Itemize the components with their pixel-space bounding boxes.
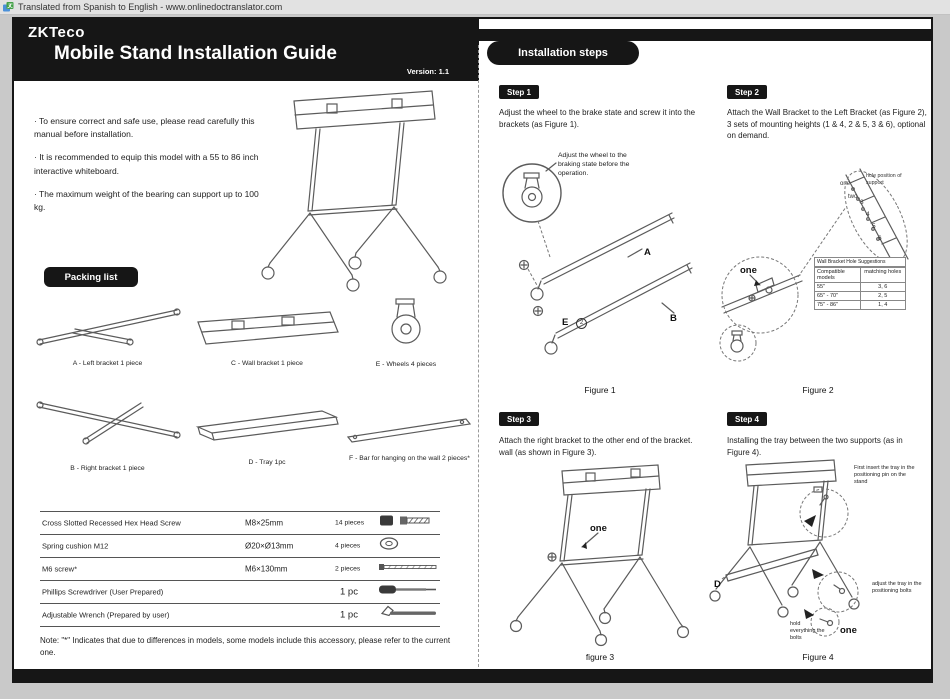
hardware-spec: Ø20×Ø13mm <box>245 541 294 551</box>
hole-table-model: 55" <box>817 284 826 290</box>
step-2-badge: Step 2 <box>727 85 767 99</box>
hardware-qty: 14 pieces <box>335 519 365 527</box>
figure-4-callout-2: adjust the tray in the positioning bolts <box>872 581 922 595</box>
hole-table-title: Wall Bracket Hole Suggestions <box>815 258 905 267</box>
hardware-name: M6 screw* <box>42 564 78 574</box>
hole-table-holes: 1, 4 <box>860 301 906 309</box>
figure-2-caption: Figure 2 <box>802 385 834 395</box>
figure-3 <box>496 461 704 649</box>
hardware-row-screwdriver <box>40 580 440 603</box>
hardware-name: Adjustable Wrench (Prepared by user) <box>42 610 170 620</box>
label-hole-3: 3 <box>860 199 864 206</box>
label-one-bold: one <box>590 523 607 534</box>
translation-bar-text: Translated from Spanish to English - www.onlinedoctranslator.com <box>18 2 283 12</box>
hole-table-model: 75" - 86" <box>817 302 839 308</box>
figure-1-callout: Adjust the wheel to the braking state before the operation. <box>558 152 630 178</box>
part-cell-d <box>192 405 342 466</box>
hole-position-note: hole position of support <box>866 173 902 186</box>
hardware-name: Spring cushion M12 <box>42 541 109 551</box>
hardware-name: Cross Slotted Recessed Hex Head Screw <box>42 518 181 528</box>
long-screw-icon <box>378 560 440 578</box>
packing-note: Note: "*" Indicates that due to differences in models, some models include this accessory, please refer to the current one. <box>40 636 451 657</box>
label-b: B <box>670 313 677 324</box>
step-3-badge: Step 3 <box>499 412 539 426</box>
hole-table-holes: 2, 5 <box>860 292 906 300</box>
hardware-row-wrench <box>40 603 440 626</box>
screw-icon <box>378 513 436 534</box>
bottom-rule <box>14 669 931 681</box>
label-two-small: two <box>848 194 858 200</box>
hardware-qty: 1 pc <box>340 609 358 621</box>
label-one-bold: one <box>740 265 757 276</box>
hardware-row-screw <box>40 511 440 534</box>
hardware-row-washer <box>40 534 440 557</box>
part-c-caption: C - Wall bracket 1 piece <box>231 360 303 367</box>
part-b-illustration <box>30 395 185 462</box>
document-header <box>14 19 479 81</box>
figure-4-callout-1: First insert the tray in the positioning pin on the stand <box>854 465 915 486</box>
hardware-qty: 2 pieces <box>335 565 361 573</box>
hole-table-col-models: Compatible models <box>817 269 845 281</box>
label-hole-5: 5 <box>872 223 876 230</box>
label-one-small: one <box>840 181 851 187</box>
part-e-illustration <box>366 295 446 358</box>
part-a-caption: A - Left bracket 1 piece <box>72 360 143 367</box>
intro-bullet-2: · It is recommended to equip this model with a 55 to 86 inch interactive whiteboard. <box>34 152 259 176</box>
hardware-row-m6screw <box>40 557 440 580</box>
figure-4 <box>708 457 928 649</box>
hole-table-header <box>815 267 905 282</box>
packing-list-heading: Packing list <box>44 267 138 287</box>
hole-table-holes: 3, 6 <box>860 283 906 291</box>
part-c-illustration <box>192 308 342 357</box>
part-cell-c <box>192 308 342 367</box>
label-one-bold: one <box>840 625 857 636</box>
part-cell-a <box>30 300 185 367</box>
step-2-text: Attach the Wall Bracket to the Left Bracket (as Figure 2), 3 sets of mounting heights (1 & 4, 2 & 5, 3 & 6), optional on demand. <box>727 108 927 141</box>
hardware-spec: M8×25mm <box>245 518 284 528</box>
hardware-table <box>40 511 440 627</box>
figure-2 <box>708 147 928 379</box>
label-e: E <box>562 317 569 328</box>
step-1-badge: Step 1 <box>499 85 539 99</box>
version-label: Version: 1.1 <box>406 67 449 76</box>
step-4-badge: Step 4 <box>727 412 767 426</box>
figure-3-illustration <box>496 461 704 649</box>
part-cell-e <box>366 295 446 368</box>
intro-bullet-3: · The maximum weight of the bearing can support up to 100 kg. <box>34 188 259 212</box>
hole-table-model: 65" - 70" <box>817 293 839 299</box>
hardware-qty: 1 pc <box>340 586 358 598</box>
step-3-text: Attach the right bracket to the other end of the bracket. wall (as shown in Figure 3). <box>499 436 693 457</box>
part-a-illustration <box>30 300 185 357</box>
part-b-caption: B - Right bracket 1 piece <box>70 465 145 472</box>
label-circled-2: 2 <box>576 318 587 329</box>
document-title: Mobile Stand Installation Guide <box>54 43 337 64</box>
figure-4-caption: Figure 4 <box>802 652 834 662</box>
hardware-name: Phillips Screwdriver (User Prepared) <box>42 587 164 597</box>
washer-icon <box>378 536 400 556</box>
label-a: A <box>644 247 651 258</box>
figure-4-callout-3: hold everything the bolts <box>790 621 825 642</box>
part-f-illustration <box>342 413 477 452</box>
hole-table-col-holes: matching holes <box>860 268 906 282</box>
installation-steps-heading: Installation steps <box>487 41 639 65</box>
hole-table-row <box>815 291 905 300</box>
figure-3-caption: figure 3 <box>585 652 615 662</box>
part-d-illustration <box>192 405 342 456</box>
column-divider <box>478 45 479 667</box>
figure-1-caption: Figure 1 <box>584 385 616 395</box>
screwdriver-icon <box>378 583 440 602</box>
translation-bar <box>0 0 950 15</box>
part-d-caption: D - Tray 1pc <box>248 459 286 466</box>
translate-icon <box>3 2 14 13</box>
hole-table-row <box>815 282 905 291</box>
step-4-text: Installing the tray between the two supports (as in Figure 4). <box>727 436 903 457</box>
intro-notes <box>34 115 266 224</box>
step-1-text: Adjust the wheel to the brake state and screw it into the brackets (as Figure 1). <box>499 108 696 129</box>
part-e-caption: E - Wheels 4 pieces <box>375 361 437 368</box>
hole-table-row <box>815 300 905 309</box>
mobile-stand-illustration <box>252 85 457 305</box>
figure-1 <box>494 141 706 381</box>
part-cell-f <box>342 413 477 462</box>
top-rule <box>479 29 931 41</box>
wall-bracket-hole-table <box>814 257 906 310</box>
hardware-spec: M6×130mm <box>245 564 288 574</box>
label-d: D <box>714 579 721 590</box>
label-hole-6: 6 <box>878 235 882 242</box>
hardware-qty: 4 pieces <box>335 542 361 550</box>
zkteco-logo: ZKTeco <box>28 24 85 41</box>
wrench-icon <box>378 605 440 626</box>
label-hole-4: 4 <box>866 211 870 218</box>
part-cell-b <box>30 395 185 472</box>
intro-bullet-1: · To ensure correct and safe use, please read carefully this manual before installation. <box>34 116 255 140</box>
part-f-caption: F - Bar for hanging on the wall 2 pieces* <box>349 455 470 462</box>
document-page <box>12 17 933 683</box>
